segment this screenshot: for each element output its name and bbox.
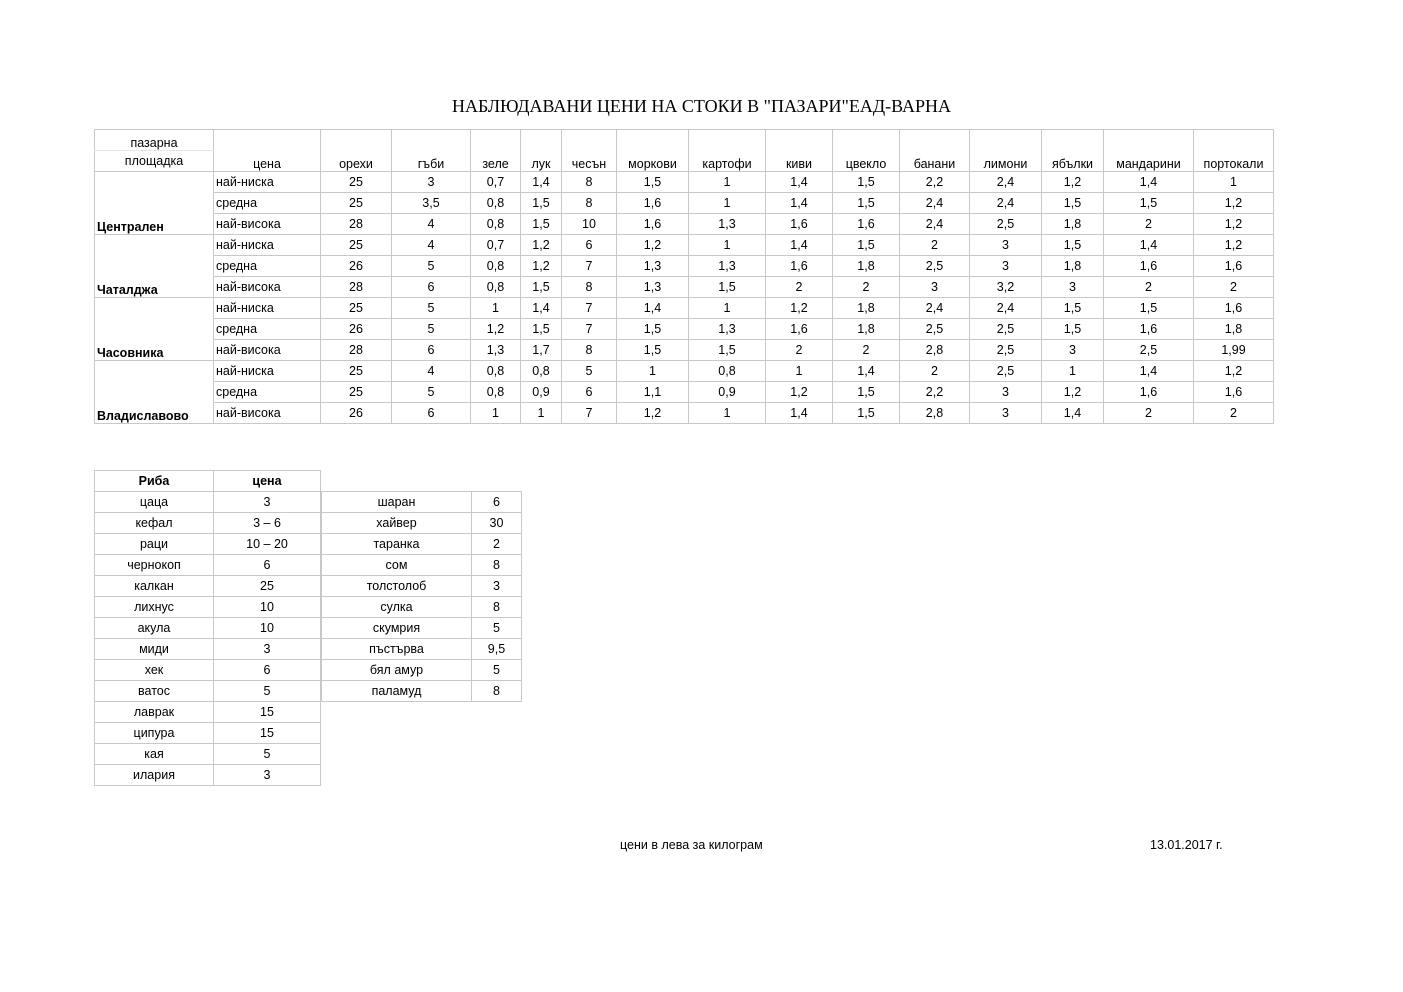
fish-row	[322, 618, 522, 639]
price-cell: 28	[321, 277, 392, 298]
price-cell: 1,6	[1104, 319, 1194, 340]
price-cell: 1,2	[617, 403, 689, 424]
fish-price: 8	[472, 681, 522, 702]
price-cell: 25	[321, 382, 392, 403]
price-cell: 8	[562, 172, 617, 193]
fish-price: 15	[214, 702, 321, 723]
fish-row	[322, 576, 522, 597]
price-cell: 1,5	[833, 193, 900, 214]
fish-name: чернокоп	[95, 555, 214, 576]
price-cell: 7	[562, 256, 617, 277]
fish-header-row	[95, 471, 321, 492]
fish-price: 8	[472, 597, 522, 618]
table-header-row-1	[95, 130, 1274, 151]
price-cell: 6	[562, 235, 617, 256]
price-cell: 5	[392, 256, 471, 277]
price-cell: 1,4	[521, 298, 562, 319]
price-cell: 2,5	[970, 214, 1042, 235]
price-cell: 2	[1104, 277, 1194, 298]
price-cell: 1,6	[1104, 256, 1194, 277]
price-cell: 6	[392, 403, 471, 424]
product-header: лимони	[970, 130, 1042, 172]
price-cell: 0,7	[471, 235, 521, 256]
market-label-bottom: площадка	[95, 151, 214, 172]
price-cell: 2,2	[900, 172, 970, 193]
price-cell: 2	[1104, 403, 1194, 424]
product-header: чесън	[562, 130, 617, 172]
price-cell: 1,3	[471, 340, 521, 361]
fish-row	[95, 534, 321, 555]
price-cell: 8	[562, 277, 617, 298]
price-cell: 1,4	[1104, 172, 1194, 193]
fish-row	[95, 639, 321, 660]
table-row	[95, 298, 1274, 319]
fish-name: миди	[95, 639, 214, 660]
product-header: орехи	[321, 130, 392, 172]
price-level: най-висока	[214, 277, 321, 298]
price-cell: 1,6	[1104, 382, 1194, 403]
product-header: мандарини	[1104, 130, 1194, 172]
price-cell: 2	[900, 361, 970, 382]
price-cell: 4	[392, 214, 471, 235]
table-row	[95, 277, 1274, 298]
fish-price: 15	[214, 723, 321, 744]
price-cell: 1,2	[1194, 214, 1274, 235]
price-cell: 1,4	[766, 235, 833, 256]
price-cell: 2	[1194, 403, 1274, 424]
fish-name: таранка	[322, 534, 472, 555]
price-cell: 0,8	[471, 256, 521, 277]
fish-row	[95, 513, 321, 534]
price-cell: 1,8	[833, 256, 900, 277]
fish-name: бял амур	[322, 660, 472, 681]
fish-price: 8	[472, 555, 522, 576]
price-cell: 1,8	[1194, 319, 1274, 340]
price-cell: 2,5	[970, 319, 1042, 340]
price-cell: 2	[1104, 214, 1194, 235]
market-name: Чаталджа	[95, 235, 214, 298]
fish-name: лаврак	[95, 702, 214, 723]
fish-name: лихнус	[95, 597, 214, 618]
price-cell: 1,6	[766, 214, 833, 235]
price-cell: 8	[562, 340, 617, 361]
price-cell: 2,8	[900, 340, 970, 361]
price-cell: 1,2	[521, 235, 562, 256]
price-cell: 1,6	[617, 214, 689, 235]
price-cell: 3	[1042, 340, 1104, 361]
price-cell: 1,5	[617, 319, 689, 340]
price-cell: 1,2	[521, 256, 562, 277]
page-title: НАБЛЮДАВАНИ ЦЕНИ НА СТОКИ В "ПАЗАРИ"ЕАД-ВАРНА	[451, 96, 952, 116]
price-cell: 1,5	[617, 172, 689, 193]
price-cell: 1	[471, 403, 521, 424]
table-row	[95, 403, 1274, 424]
table-row	[95, 214, 1274, 235]
price-cell: 28	[321, 214, 392, 235]
price-cell: 0,7	[471, 172, 521, 193]
price-cell: 1,3	[689, 319, 766, 340]
fish-name: цаца	[95, 492, 214, 513]
fish-row	[95, 597, 321, 618]
price-cell: 1,5	[1042, 319, 1104, 340]
price-cell: 1,5	[833, 382, 900, 403]
fish-price: 10	[214, 597, 321, 618]
price-cell: 4	[392, 361, 471, 382]
market-price-table	[94, 129, 1274, 424]
price-cell: 1	[689, 172, 766, 193]
price-cell: 6	[392, 277, 471, 298]
price-cell: 1,1	[617, 382, 689, 403]
price-cell: 2,5	[970, 361, 1042, 382]
fish-name: раци	[95, 534, 214, 555]
fish-price: 10 – 20	[214, 534, 321, 555]
fish-row	[322, 534, 522, 555]
price-cell: 2,4	[970, 193, 1042, 214]
price-cell: 1	[689, 193, 766, 214]
price-cell: 1,8	[1042, 256, 1104, 277]
price-cell: 1,5	[1042, 298, 1104, 319]
market-label-top: пазарна	[95, 130, 214, 151]
price-cell: 1,3	[689, 256, 766, 277]
price-cell: 1,6	[1194, 256, 1274, 277]
price-cell: 1,6	[1194, 382, 1274, 403]
price-cell: 1,6	[766, 256, 833, 277]
price-cell: 1	[689, 298, 766, 319]
price-cell: 0,9	[689, 382, 766, 403]
price-cell: 1,5	[1042, 193, 1104, 214]
price-cell: 1	[1194, 172, 1274, 193]
price-cell: 1,5	[689, 340, 766, 361]
price-cell: 1,3	[689, 214, 766, 235]
fish-row	[95, 660, 321, 681]
price-level: най-ниска	[214, 235, 321, 256]
price-cell: 0,8	[471, 361, 521, 382]
fish-row	[322, 681, 522, 702]
price-cell: 2,5	[970, 340, 1042, 361]
price-level: най-ниска	[214, 172, 321, 193]
price-level: средна	[214, 256, 321, 277]
price-cell: 7	[562, 319, 617, 340]
price-level: най-ниска	[214, 361, 321, 382]
fish-price: 3 – 6	[214, 513, 321, 534]
table-row	[95, 361, 1274, 382]
price-cell: 6	[562, 382, 617, 403]
units-note: цени в лева за килограм	[620, 838, 763, 852]
price-cell: 1	[471, 298, 521, 319]
fish-price-table-2	[321, 491, 522, 702]
price-cell: 1,4	[1042, 403, 1104, 424]
fish-row	[322, 660, 522, 681]
fish-price: 3	[214, 765, 321, 786]
fish-row	[95, 618, 321, 639]
fish-price-header: цена	[214, 471, 321, 492]
price-cell: 1,3	[617, 277, 689, 298]
fish-name: калкан	[95, 576, 214, 597]
fish-name: паламуд	[322, 681, 472, 702]
product-header: зеле	[471, 130, 521, 172]
price-cell: 2	[766, 277, 833, 298]
fish-price: 30	[472, 513, 522, 534]
fish-price: 6	[214, 555, 321, 576]
fish-price-table-1	[94, 470, 321, 786]
product-header: гъби	[392, 130, 471, 172]
product-header: киви	[766, 130, 833, 172]
fish-row	[322, 639, 522, 660]
price-cell: 3	[970, 382, 1042, 403]
price-cell: 3	[392, 172, 471, 193]
price-cell: 1,6	[833, 214, 900, 235]
fish-name: толстолоб	[322, 576, 472, 597]
price-cell: 1,7	[521, 340, 562, 361]
fish-name: хайвер	[322, 513, 472, 534]
price-cell: 25	[321, 298, 392, 319]
fish-name: акула	[95, 618, 214, 639]
price-cell: 1	[689, 235, 766, 256]
fish-row	[95, 723, 321, 744]
fish-row	[95, 681, 321, 702]
price-cell: 1,5	[617, 340, 689, 361]
price-cell: 1,2	[1194, 235, 1274, 256]
price-cell: 1,5	[833, 172, 900, 193]
price-cell: 26	[321, 256, 392, 277]
price-cell: 3	[900, 277, 970, 298]
price-cell: 1,2	[1194, 193, 1274, 214]
fish-row	[322, 555, 522, 576]
price-cell: 1,6	[617, 193, 689, 214]
price-cell: 0,8	[521, 361, 562, 382]
fish-name: илария	[95, 765, 214, 786]
price-cell: 1,3	[617, 256, 689, 277]
fish-name-header: Риба	[95, 471, 214, 492]
price-cell: 1,2	[766, 382, 833, 403]
price-cell: 1,4	[766, 403, 833, 424]
price-cell: 0,8	[471, 382, 521, 403]
price-cell: 1	[1042, 361, 1104, 382]
table-row	[95, 340, 1274, 361]
price-cell: 28	[321, 340, 392, 361]
price-cell: 1,4	[521, 172, 562, 193]
price-cell: 0,8	[471, 193, 521, 214]
price-cell: 7	[562, 298, 617, 319]
price-cell: 1,5	[1042, 235, 1104, 256]
price-cell: 1,5	[521, 319, 562, 340]
price-cell: 1,2	[1042, 382, 1104, 403]
price-cell: 3	[1042, 277, 1104, 298]
price-cell: 1,5	[521, 214, 562, 235]
price-cell: 1,4	[766, 172, 833, 193]
price-cell: 1,5	[1104, 193, 1194, 214]
price-cell: 5	[392, 382, 471, 403]
price-cell: 1,6	[766, 319, 833, 340]
price-cell: 2,8	[900, 403, 970, 424]
price-cell: 5	[392, 298, 471, 319]
price-cell: 1	[689, 403, 766, 424]
product-header: банани	[900, 130, 970, 172]
price-cell: 3,5	[392, 193, 471, 214]
price-level: най-висока	[214, 214, 321, 235]
fish-name: кая	[95, 744, 214, 765]
fish-name: сулка	[322, 597, 472, 618]
price-cell: 1,5	[833, 403, 900, 424]
price-cell: 2,4	[900, 193, 970, 214]
price-cell: 8	[562, 193, 617, 214]
price-level: най-висока	[214, 403, 321, 424]
price-cell: 1,2	[766, 298, 833, 319]
fish-price: 6	[472, 492, 522, 513]
product-header: цвекло	[833, 130, 900, 172]
price-cell: 1,8	[833, 319, 900, 340]
fish-price: 3	[214, 492, 321, 513]
price-cell: 7	[562, 403, 617, 424]
fish-price: 2	[472, 534, 522, 555]
fish-price: 3	[472, 576, 522, 597]
price-cell: 0,9	[521, 382, 562, 403]
price-cell: 2,4	[900, 298, 970, 319]
price-cell: 2,4	[970, 172, 1042, 193]
price-cell: 3	[970, 256, 1042, 277]
market-name: Часовника	[95, 298, 214, 361]
price-cell: 1,2	[1194, 361, 1274, 382]
fish-row	[95, 576, 321, 597]
fish-price: 25	[214, 576, 321, 597]
price-cell: 2	[833, 277, 900, 298]
price-cell: 1,4	[766, 193, 833, 214]
price-level: средна	[214, 193, 321, 214]
price-cell: 1	[521, 403, 562, 424]
price-level: средна	[214, 382, 321, 403]
fish-row	[95, 702, 321, 723]
price-cell: 1,4	[833, 361, 900, 382]
fish-name: скумрия	[322, 618, 472, 639]
product-header: картофи	[689, 130, 766, 172]
fish-price: 3	[214, 639, 321, 660]
price-cell: 2,2	[900, 382, 970, 403]
fish-price: 10	[214, 618, 321, 639]
fish-row	[95, 765, 321, 786]
fish-name: кефал	[95, 513, 214, 534]
price-cell: 2	[766, 340, 833, 361]
price-cell: 1,6	[1194, 298, 1274, 319]
fish-price: 5	[472, 660, 522, 681]
price-cell: 26	[321, 403, 392, 424]
price-cell: 10	[562, 214, 617, 235]
price-cell: 3,2	[970, 277, 1042, 298]
fish-price: 6	[214, 660, 321, 681]
price-cell: 0,8	[471, 214, 521, 235]
price-cell: 1,4	[617, 298, 689, 319]
fish-row	[322, 597, 522, 618]
price-cell: 5	[562, 361, 617, 382]
price-cell: 4	[392, 235, 471, 256]
price-cell: 1	[617, 361, 689, 382]
fish-row	[95, 744, 321, 765]
price-cell: 1,5	[1104, 298, 1194, 319]
price-cell: 2	[1194, 277, 1274, 298]
table-row	[95, 172, 1274, 193]
product-header: ябълки	[1042, 130, 1104, 172]
fish-row	[322, 513, 522, 534]
market-name: Владиславово	[95, 361, 214, 424]
fish-row	[95, 492, 321, 513]
fish-name: сом	[322, 555, 472, 576]
fish-row	[95, 555, 321, 576]
price-cell: 25	[321, 172, 392, 193]
fish-price: 5	[472, 618, 522, 639]
price-cell: 1,2	[617, 235, 689, 256]
price-cell: 0,8	[689, 361, 766, 382]
fish-name: хек	[95, 660, 214, 681]
price-cell: 2	[900, 235, 970, 256]
fish-row	[322, 492, 522, 513]
price-cell: 3	[970, 235, 1042, 256]
price-cell: 1,5	[521, 277, 562, 298]
price-cell: 2	[833, 340, 900, 361]
market-name: Централен	[95, 172, 214, 235]
price-cell: 3	[970, 403, 1042, 424]
price-cell: 1,8	[1042, 214, 1104, 235]
fish-price: 9,5	[472, 639, 522, 660]
product-header: портокали	[1194, 130, 1274, 172]
price-cell: 26	[321, 319, 392, 340]
price-level: средна	[214, 319, 321, 340]
product-header: моркови	[617, 130, 689, 172]
product-header: лук	[521, 130, 562, 172]
price-cell: 1,5	[833, 235, 900, 256]
fish-name: ципура	[95, 723, 214, 744]
fish-name: пъстърва	[322, 639, 472, 660]
fish-name: шаран	[322, 492, 472, 513]
table-row	[95, 256, 1274, 277]
price-cell: 5	[392, 319, 471, 340]
price-cell: 1,2	[471, 319, 521, 340]
price-cell: 1,5	[521, 193, 562, 214]
fish-price: 5	[214, 681, 321, 702]
price-cell: 2,4	[970, 298, 1042, 319]
price-cell: 0,8	[471, 277, 521, 298]
price-level: най-висока	[214, 340, 321, 361]
price-cell: 25	[321, 193, 392, 214]
price-cell: 25	[321, 235, 392, 256]
table-row	[95, 193, 1274, 214]
price-cell: 1,4	[1104, 361, 1194, 382]
price-cell: 2,5	[900, 319, 970, 340]
price-cell: 1,5	[689, 277, 766, 298]
price-cell: 1,2	[1042, 172, 1104, 193]
fish-price: 5	[214, 744, 321, 765]
price-cell: 25	[321, 361, 392, 382]
table-row	[95, 382, 1274, 403]
table-row	[95, 235, 1274, 256]
price-cell: 1,99	[1194, 340, 1274, 361]
price-level-header: цена	[214, 130, 321, 172]
fish-name: ватос	[95, 681, 214, 702]
price-cell: 1	[766, 361, 833, 382]
price-cell: 1,8	[833, 298, 900, 319]
price-cell: 1,4	[1104, 235, 1194, 256]
price-cell: 6	[392, 340, 471, 361]
table-row	[95, 319, 1274, 340]
price-level: най-ниска	[214, 298, 321, 319]
price-cell: 2,5	[900, 256, 970, 277]
price-cell: 2,4	[900, 214, 970, 235]
document-date: 13.01.2017 г.	[1150, 838, 1223, 852]
price-cell: 2,5	[1104, 340, 1194, 361]
